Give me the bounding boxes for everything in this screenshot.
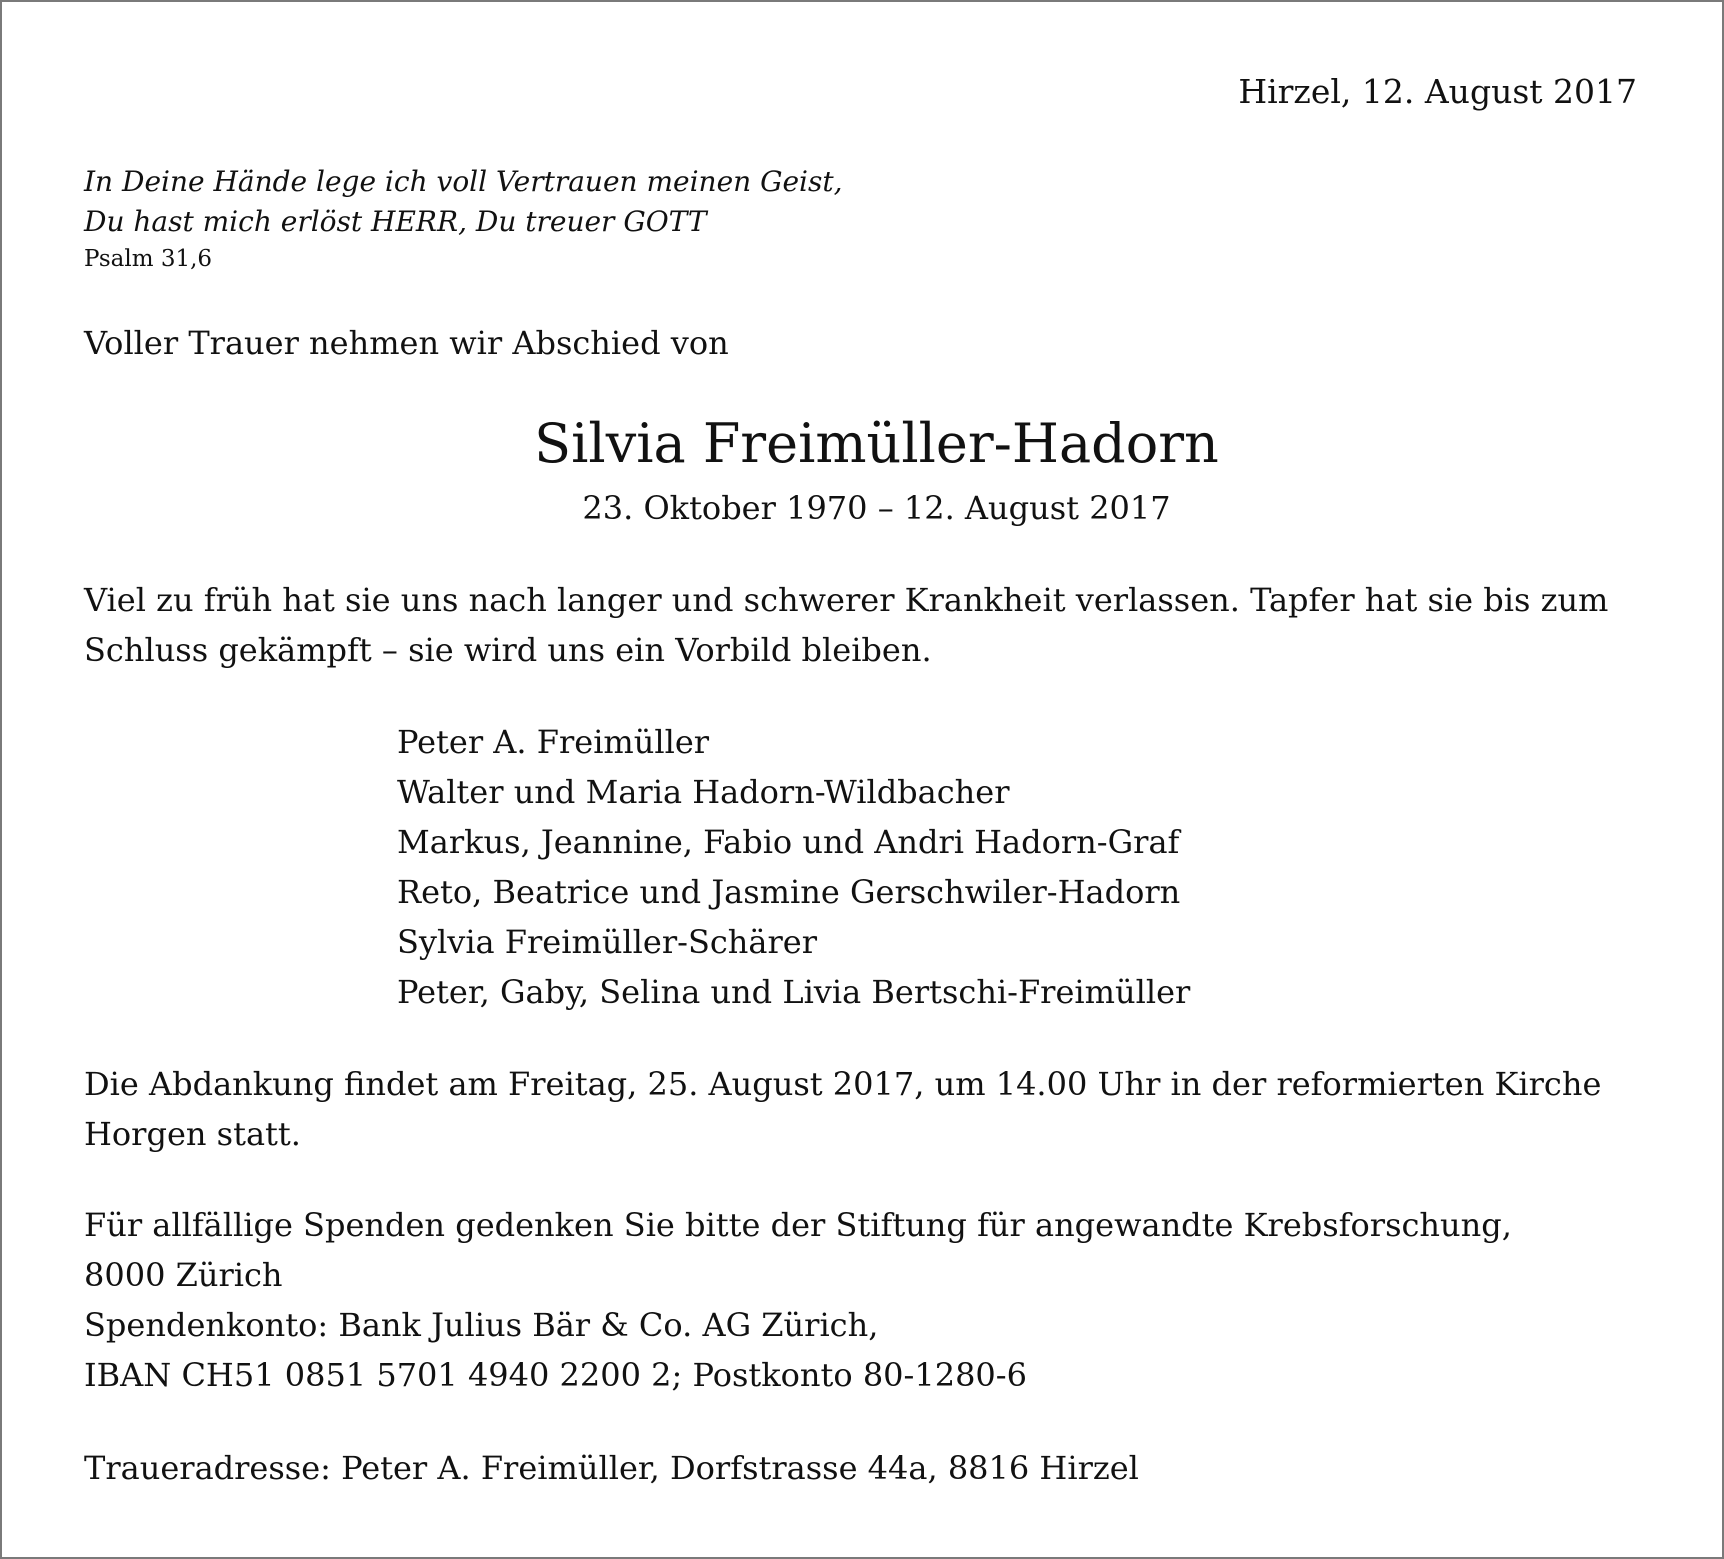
deceased-name: Silvia Freimüller-Hadorn bbox=[534, 412, 1219, 475]
donation-info bbox=[84, 1200, 1512, 1400]
verse-line: Du hast mich erlöst HERR, Du treuer GOTT bbox=[84, 205, 707, 238]
mourner-entry: Sylvia Freimüller-Schärer bbox=[397, 923, 817, 961]
life-dates: 23. Oktober 1970 – 12. August 2017 bbox=[582, 489, 1171, 527]
mourners-list bbox=[397, 717, 1190, 1017]
donation-line: Spendenkonto: Bank Julius Bär & Co. AG Zürich, bbox=[84, 1306, 879, 1344]
farewell-intro: Voller Trauer nehmen wir Abschied von bbox=[84, 324, 729, 362]
mourning-address: Traueradresse: Peter A. Freimüller, Dorfstrasse 44a, 8816 Hirzel bbox=[84, 1449, 1139, 1487]
tribute-text: Viel zu früh hat sie uns nach langer und schwerer Krankheit verlassen. Tapfer hat sie bis zum Schluss gekämpft – sie wird uns ein Vorbild bleiben. bbox=[84, 581, 1609, 669]
verse-line: In Deine Hände lege ich voll Vertrauen meinen Geist, bbox=[84, 165, 843, 198]
donation-line: Für allfällige Spenden gedenken Sie bitte der Stiftung für angewandte Krebsforschung, bbox=[84, 1206, 1512, 1244]
donation-line: 8000 Zürich bbox=[84, 1256, 283, 1294]
ceremony-paragraph bbox=[84, 1059, 1654, 1159]
verse-reference: Psalm 31,6 bbox=[84, 246, 213, 272]
ceremony-text: Die Abdankung findet am Freitag, 25. August 2017, um 14.00 Uhr in der reformierten Kirche Horgen statt. bbox=[84, 1065, 1602, 1153]
mourner-entry: Walter und Maria Hadorn-Wildbacher bbox=[397, 773, 1010, 811]
mourner-entry: Markus, Jeannine, Fabio und Andri Hadorn-Graf bbox=[397, 823, 1180, 861]
mourner-entry: Reto, Beatrice und Jasmine Gerschwiler-Hadorn bbox=[397, 873, 1181, 911]
mourner-entry: Peter, Gaby, Selina und Livia Bertschi-Freimüller bbox=[397, 973, 1191, 1011]
tribute-paragraph bbox=[84, 575, 1654, 675]
donation-line: IBAN CH51 0851 5701 4940 2200 2; Postkonto 80-1280-6 bbox=[84, 1356, 1027, 1394]
mourner-entry: Peter A. Freimüller bbox=[397, 723, 710, 761]
place-date: Hirzel, 12. August 2017 bbox=[1238, 72, 1637, 111]
bible-verse bbox=[84, 162, 843, 242]
